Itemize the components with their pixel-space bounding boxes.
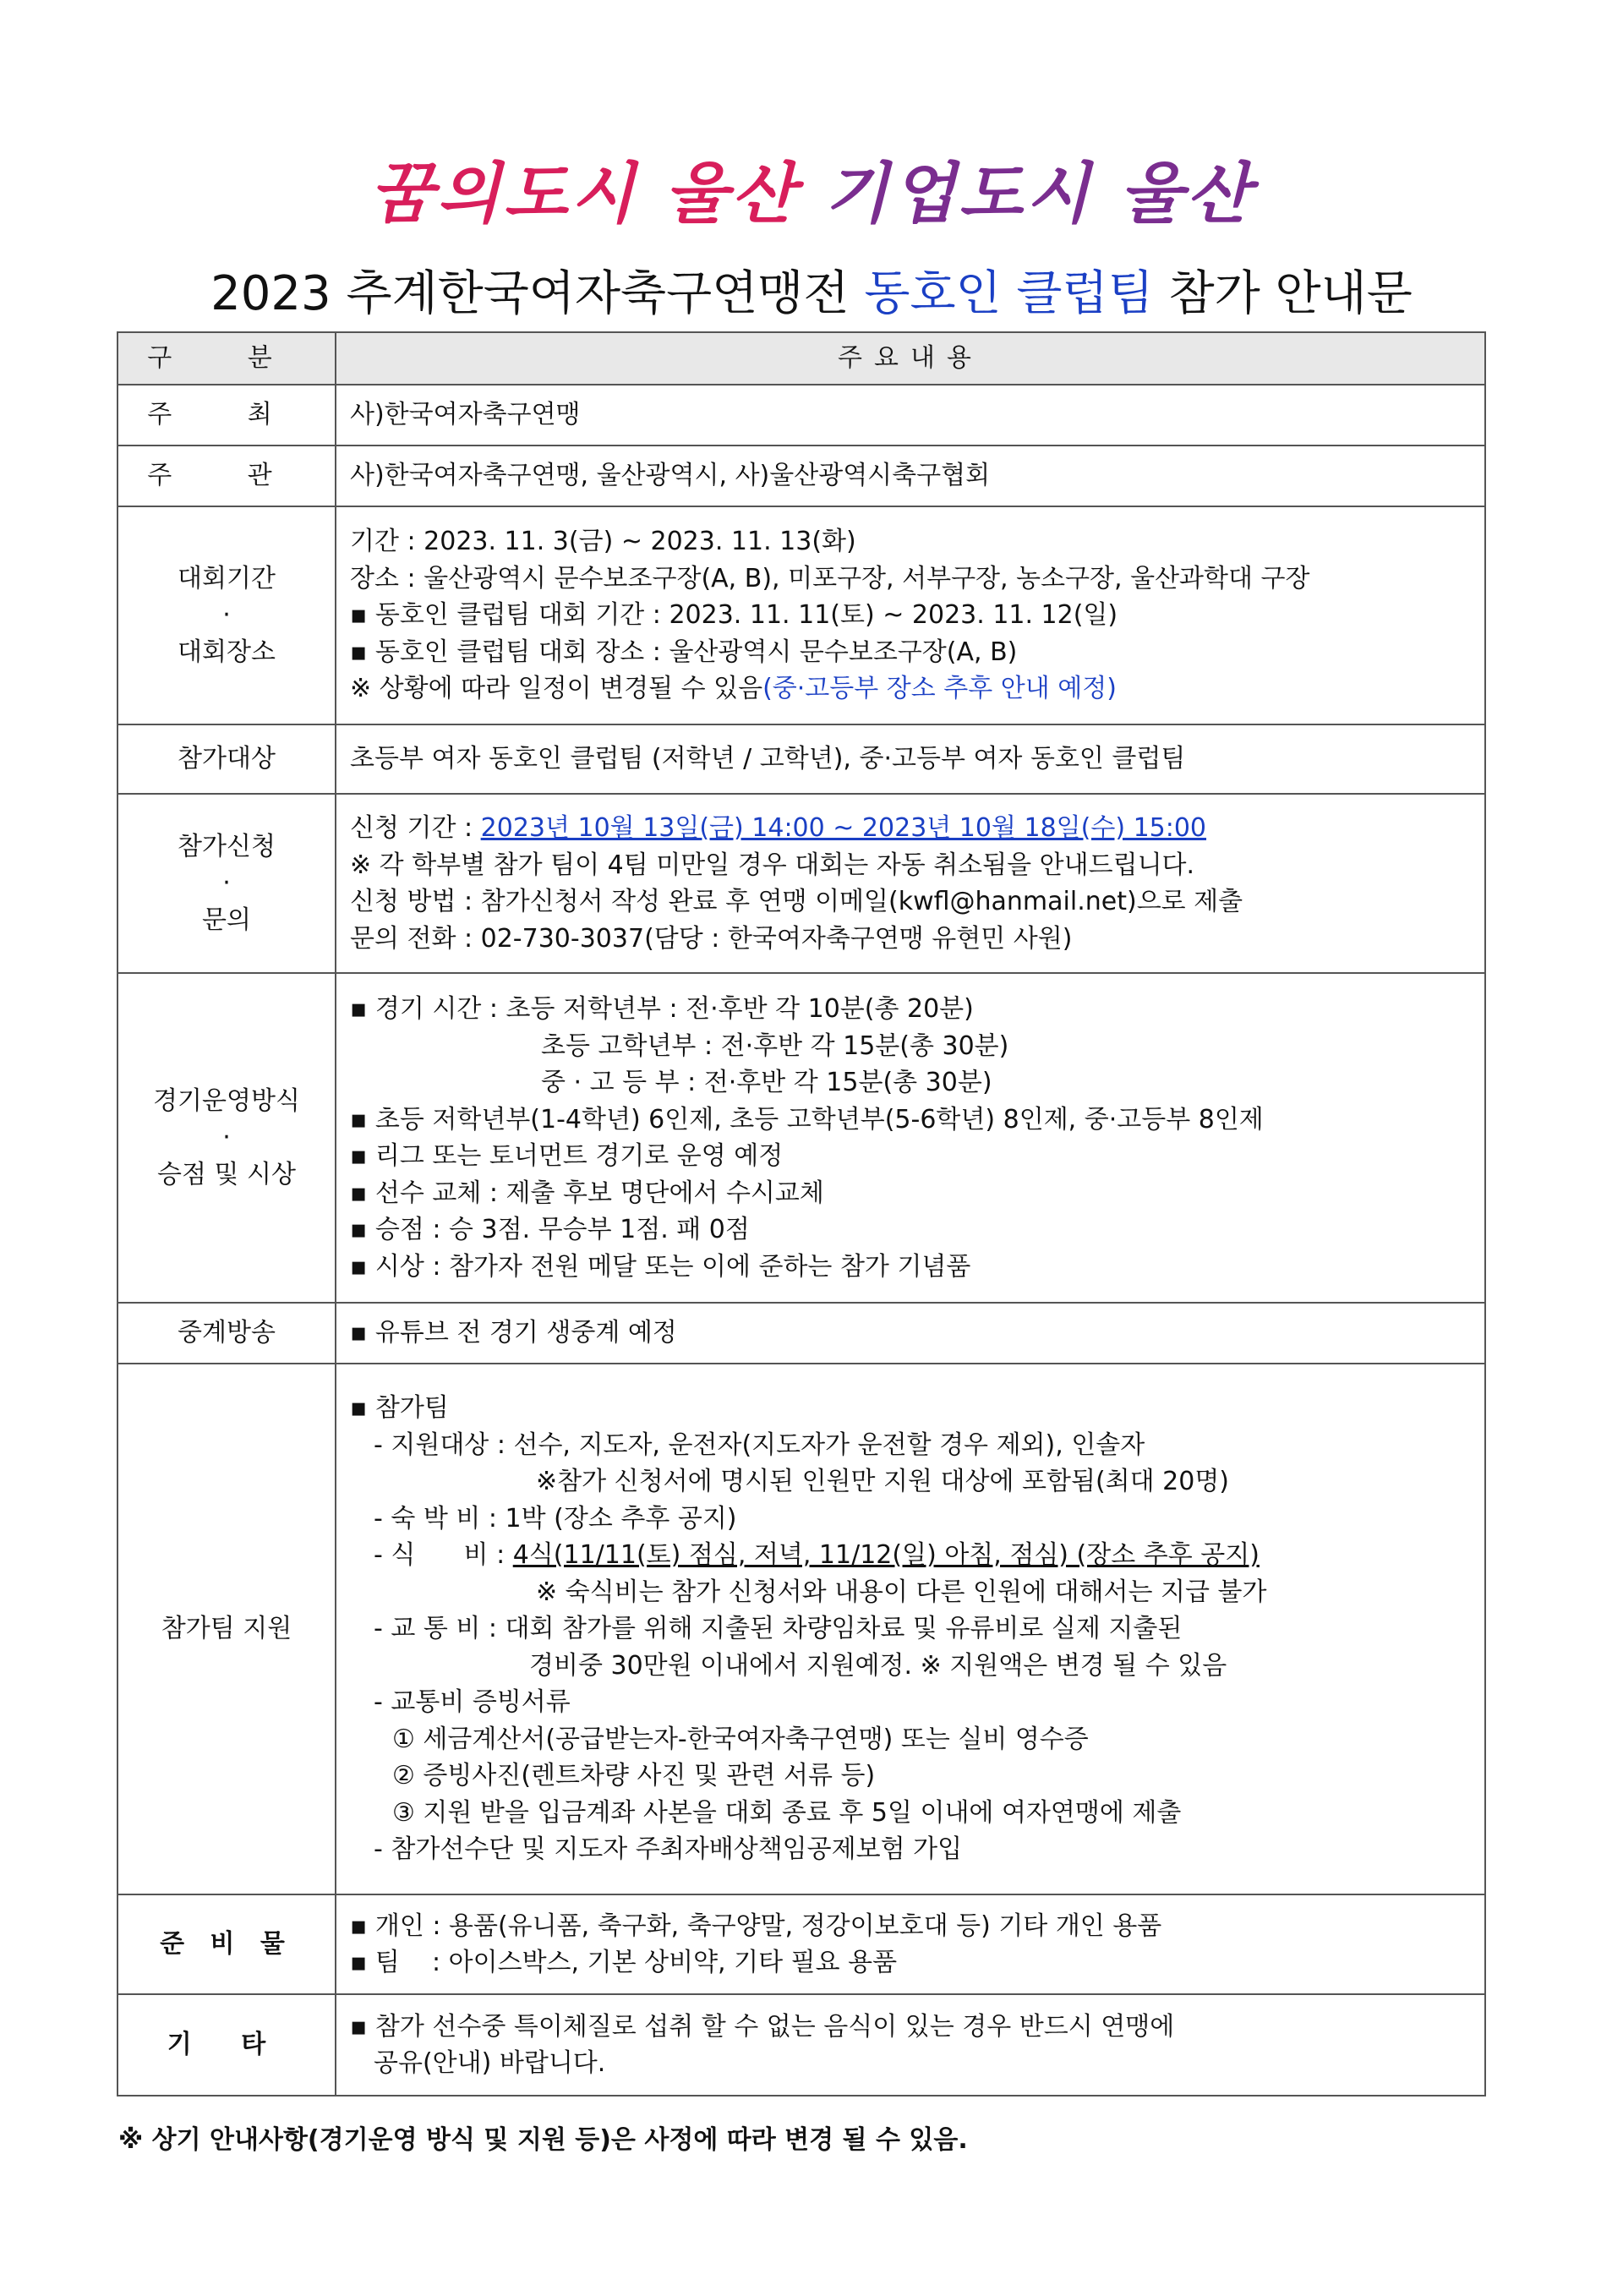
operation-line-2: 초등 고학년부 : 전·후반 각 15분(총 30분) xyxy=(541,1030,1009,1061)
row-organizer xyxy=(117,446,1485,506)
row-support xyxy=(117,1364,1485,1894)
apply-line-3: 신청 방법 : 참가신청서 작성 완료 후 연맹 이메일(kwfl@hanmail.net)으로 제출 xyxy=(350,887,1243,916)
support-line-4: - 숙 박 비 : 1박 (장소 추후 공지) xyxy=(374,1503,737,1533)
row-target xyxy=(117,724,1485,794)
etc-line-1: ▪ 참가 선수중 특이체질로 섭취 할 수 없는 음식이 있는 경우 반드시 연맹에 xyxy=(350,2011,1175,2042)
support-line-6: ※ 숙식비는 참가 신청서와 내용이 다른 인원에 대해서는 지급 불가 xyxy=(536,1577,1267,1607)
broadcast-text: ▪ 유튜브 전 경기 생중계 예정 xyxy=(336,1303,1485,1364)
target-text: 초등부 여자 동호인 클럽팀 (저학년 / 고학년), 중·고등부 여자 동호인 클럽팀 xyxy=(336,724,1485,794)
operation-line-8: ▪ 시상 : 참가자 전원 메달 또는 이에 준하는 참가 기념품 xyxy=(350,1251,971,1282)
period-line-1: 기간 : 2023. 11. 3(금) ~ 2023. 11. 13(화) xyxy=(350,527,856,557)
apply-line-1 xyxy=(350,810,1473,847)
operation-label-1: 경기운영방식 xyxy=(153,1085,300,1116)
host-text: 사)한국여자축구연맹 xyxy=(336,385,1485,446)
broadcast-label: 중계방송 xyxy=(117,1303,336,1364)
prep-content xyxy=(336,1894,1485,1994)
etc-content xyxy=(336,1994,1485,2096)
page-title xyxy=(0,260,1623,328)
support-label: 참가팀 지원 xyxy=(117,1364,336,1894)
header-col-category: 구 분 xyxy=(117,332,336,385)
operation-line-4: ▪ 초등 저학년부(1-4학년) 6인제, 초등 고학년부(5-6학년) 8인제, 중·고등부 8인제 xyxy=(350,1104,1264,1134)
row-host xyxy=(117,385,1485,446)
table-header-row xyxy=(117,332,1485,385)
apply-line-2: ※ 각 학부별 참가 팀이 4팀 미만일 경우 대회는 자동 취소됨을 안내드립니다. xyxy=(350,850,1195,880)
logo-text-part2: 기업도시 울산 xyxy=(824,156,1254,232)
period-line-5 xyxy=(350,670,1473,708)
footer-note: ※ 상기 안내사항(경기운영 방식 및 지원 등)은 사정에 따라 변경 될 수 있음. xyxy=(118,2125,968,2155)
support-line-5 xyxy=(350,1537,1473,1574)
operation-line-6: ▪ 선수 교체 : 제출 후보 명단에서 수시교체 xyxy=(350,1178,824,1208)
period-label xyxy=(117,506,336,724)
period-label-2: 대회장소 xyxy=(178,637,276,667)
operation-line-3: 중 · 고 등 부 : 전·후반 각 15분(총 30분) xyxy=(541,1068,992,1097)
operation-label xyxy=(117,973,336,1303)
etc-line-2: 공유(안내) 바랍니다. xyxy=(374,2048,606,2078)
support-line-10: ① 세금계산서(공급받는자-한국여자축구연맹) 또는 실비 영수증 xyxy=(392,1724,1089,1754)
prep-label: 준 비 물 xyxy=(117,1894,336,1994)
title-suffix: 참가 안내문 xyxy=(1153,266,1413,321)
support-line-9: - 교통비 증빙서류 xyxy=(374,1687,571,1718)
operation-line-7: ▪ 승점 : 승 3점. 무승부 1점. 패 0점 xyxy=(350,1215,750,1244)
support-line-8: 경비중 30만원 이내에서 지원예정. ※ 지원액은 변경 될 수 있음 xyxy=(529,1650,1227,1681)
period-label-1: 대회기간 xyxy=(178,563,276,593)
prep-line-2: ▪ 팀 : 아이스박스, 기본 상비약, 기타 필요 용품 xyxy=(350,1948,898,1977)
info-table xyxy=(117,331,1486,2096)
support-line-12: ③ 지원 받을 입금계좌 사본을 대회 종료 후 5일 이내에 여자연맹에 제출 xyxy=(392,1797,1182,1828)
operation-label-dot: · xyxy=(222,1123,231,1153)
operation-content xyxy=(336,973,1485,1303)
period-line-2: 장소 : 울산광역시 문수보조구장(A, B), 미포구장, 서부구장, 농소구장, 울산과학대 구장 xyxy=(350,563,1310,593)
support-line-7: - 교 통 비 : 대회 참가를 위해 지출된 차량임차료 및 유류비로 실제 지출된 xyxy=(374,1614,1183,1644)
period-label-dot: · xyxy=(222,600,231,631)
operation-line-1: ▪ 경기 시간 : 초등 저학년부 : 전·후반 각 10분(총 20분) xyxy=(350,994,974,1024)
organizer-label: 주 관 xyxy=(117,446,336,506)
row-etc xyxy=(117,1994,1485,2096)
row-prep xyxy=(117,1894,1485,1994)
support-content xyxy=(336,1364,1485,1894)
apply-label-dot: · xyxy=(222,868,231,899)
period-line-5b: (중·고등부 장소 추후 안내 예정) xyxy=(762,674,1117,704)
support-line-5a: - 식 비 : xyxy=(374,1540,513,1571)
target-label: 참가대상 xyxy=(117,724,336,794)
apply-content xyxy=(336,794,1485,973)
prep-line-1: ▪ 개인 : 용품(유니폼, 축구화, 축구양말, 정강이보호대 등) 기타 개인 용품 xyxy=(350,1911,1162,1941)
operation-label-2: 승점 및 시상 xyxy=(157,1159,296,1189)
period-line-3: ▪ 동호인 클럽팀 대회 기간 : 2023. 11. 11(토) ~ 2023. 11. 12(일) xyxy=(350,600,1118,631)
row-operation xyxy=(117,973,1485,1303)
title-prefix: 2023 추계한국여자축구연맹전 xyxy=(210,266,865,321)
period-line-4: ▪ 동호인 클럽팀 대회 장소 : 울산광역시 문수보조구장(A, B) xyxy=(350,637,1018,667)
apply-label-2: 문의 xyxy=(202,905,251,935)
support-line-2: - 지원대상 : 선수, 지도자, 운전자(지도자가 운전할 경우 제외), 인솔자 xyxy=(374,1430,1145,1460)
header-col-content: 주요내용 xyxy=(336,332,1485,385)
support-line-11: ② 증빙사진(렌트차량 사진 및 관련 서류 등) xyxy=(392,1761,876,1791)
apply-label-1: 참가신청 xyxy=(178,831,276,861)
host-label: 주 최 xyxy=(117,385,336,446)
support-line-13: - 참가선수단 및 지도자 주최자배상책임공제보험 가입 xyxy=(374,1834,963,1865)
apply-line-4: 문의 전화 : 02-730-3037(담당 : 한국여자축구연맹 유현민 사원) xyxy=(350,923,1073,954)
title-highlight: 동호인 클럽팀 xyxy=(864,266,1154,321)
support-line-3: ※참가 신청서에 명시된 인원만 지원 대상에 포함됨(최대 20명) xyxy=(536,1467,1230,1497)
apply-label xyxy=(117,794,336,973)
row-apply xyxy=(117,794,1485,973)
row-period xyxy=(117,506,1485,724)
logo-text-part1: 꿈의도시 울산 xyxy=(369,156,799,232)
period-content xyxy=(336,506,1485,724)
logo xyxy=(0,148,1623,241)
apply-line-1a: 신청 기간 : xyxy=(350,813,481,843)
operation-line-5: ▪ 리그 또는 토너먼트 경기로 운영 예정 xyxy=(350,1141,784,1171)
apply-period-link: 2023년 10월 13일(금) 14:00 ~ 2023년 10월 18일(수) 15:00 xyxy=(480,813,1207,843)
support-line-1: ▪ 참가팀 xyxy=(350,1393,449,1424)
period-line-5a: ※ 상황에 따라 일정이 변경될 수 있음 xyxy=(350,674,763,704)
row-broadcast xyxy=(117,1303,1485,1364)
etc-label: 기 타 xyxy=(117,1994,336,2096)
organizer-text: 사)한국여자축구연맹, 울산광역시, 사)울산광역시축구협회 xyxy=(336,446,1485,506)
support-line-5b: 4식(11/11(토) 점심, 저녁, 11/12(일) 아침, 점심) (장소 추후 공지) xyxy=(512,1540,1260,1571)
